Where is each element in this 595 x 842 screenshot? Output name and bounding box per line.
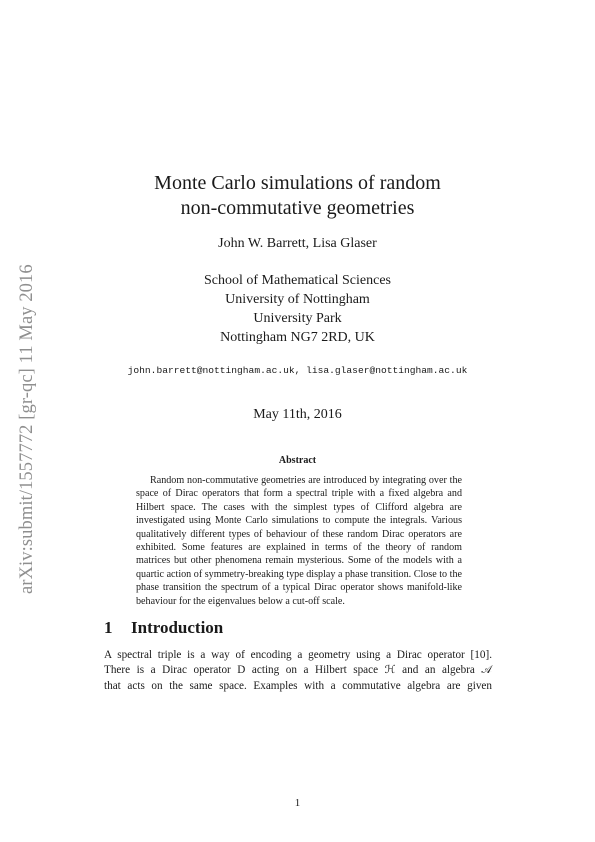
affiliation-line-city: Nottingham NG7 2RD, UK xyxy=(220,330,375,345)
arxiv-identifier-stamp: arXiv:submit/1557772 [gr-qc] 11 May 2016 xyxy=(17,264,37,594)
abstract-text: Random non-commutative geometries are introduced by integrating over the space of Dirac operators that form a spectral triple with a fixed algebra and Hilbert space. The cases with the simplest types of Clifford algebra are investigated using Monte Carlo simulations to compute the integrals. Various qualitatively different types of behaviour of these random Dirac operators are exhibited. Some features are explained in terms of the theory of random matrices but other phenomena remain mysterious. Some of the models with a quartic action of symmetry-breaking type display a phase transition. Close to the phase transition the spectrum of a typical Dirac operator shows manifold-like behaviour for the eigenvalues below a cut-off scale. xyxy=(136,475,462,607)
introduction-paragraph xyxy=(104,648,492,694)
author-emails: john.barrett@nottingham.ac.uk, lisa.glaser@nottingham.ac.uk xyxy=(127,365,468,376)
section-heading xyxy=(104,617,223,639)
paragraph-line: There is a Dirac operator D acting on a Hilbert space ℋ and an algebra 𝒜 xyxy=(104,664,492,677)
paper-date: May 11th, 2016 xyxy=(253,407,342,422)
title-line-1: Monte Carlo simulations of random xyxy=(154,172,441,194)
affiliation-block xyxy=(0,271,595,347)
section-number: 1 xyxy=(104,618,113,637)
affiliation-line-university: University of Nottingham xyxy=(225,292,370,307)
title-line-2: non-commutative geometries xyxy=(180,197,415,219)
author-list: John W. Barrett, Lisa Glaser xyxy=(218,236,377,251)
section-title: Introduction xyxy=(131,618,224,637)
paragraph-line: that acts on the same space. Examples with a commutative algebra are given xyxy=(104,679,492,692)
paper-title xyxy=(0,171,595,221)
paragraph-line: A spectral triple is a way of encoding a geometry using a Dirac operator [10]. xyxy=(104,649,492,661)
page-number: 1 xyxy=(294,797,301,809)
affiliation-line-park: University Park xyxy=(253,311,342,326)
abstract-heading: Abstract xyxy=(278,455,317,466)
affiliation-line-school: School of Mathematical Sciences xyxy=(204,273,391,288)
